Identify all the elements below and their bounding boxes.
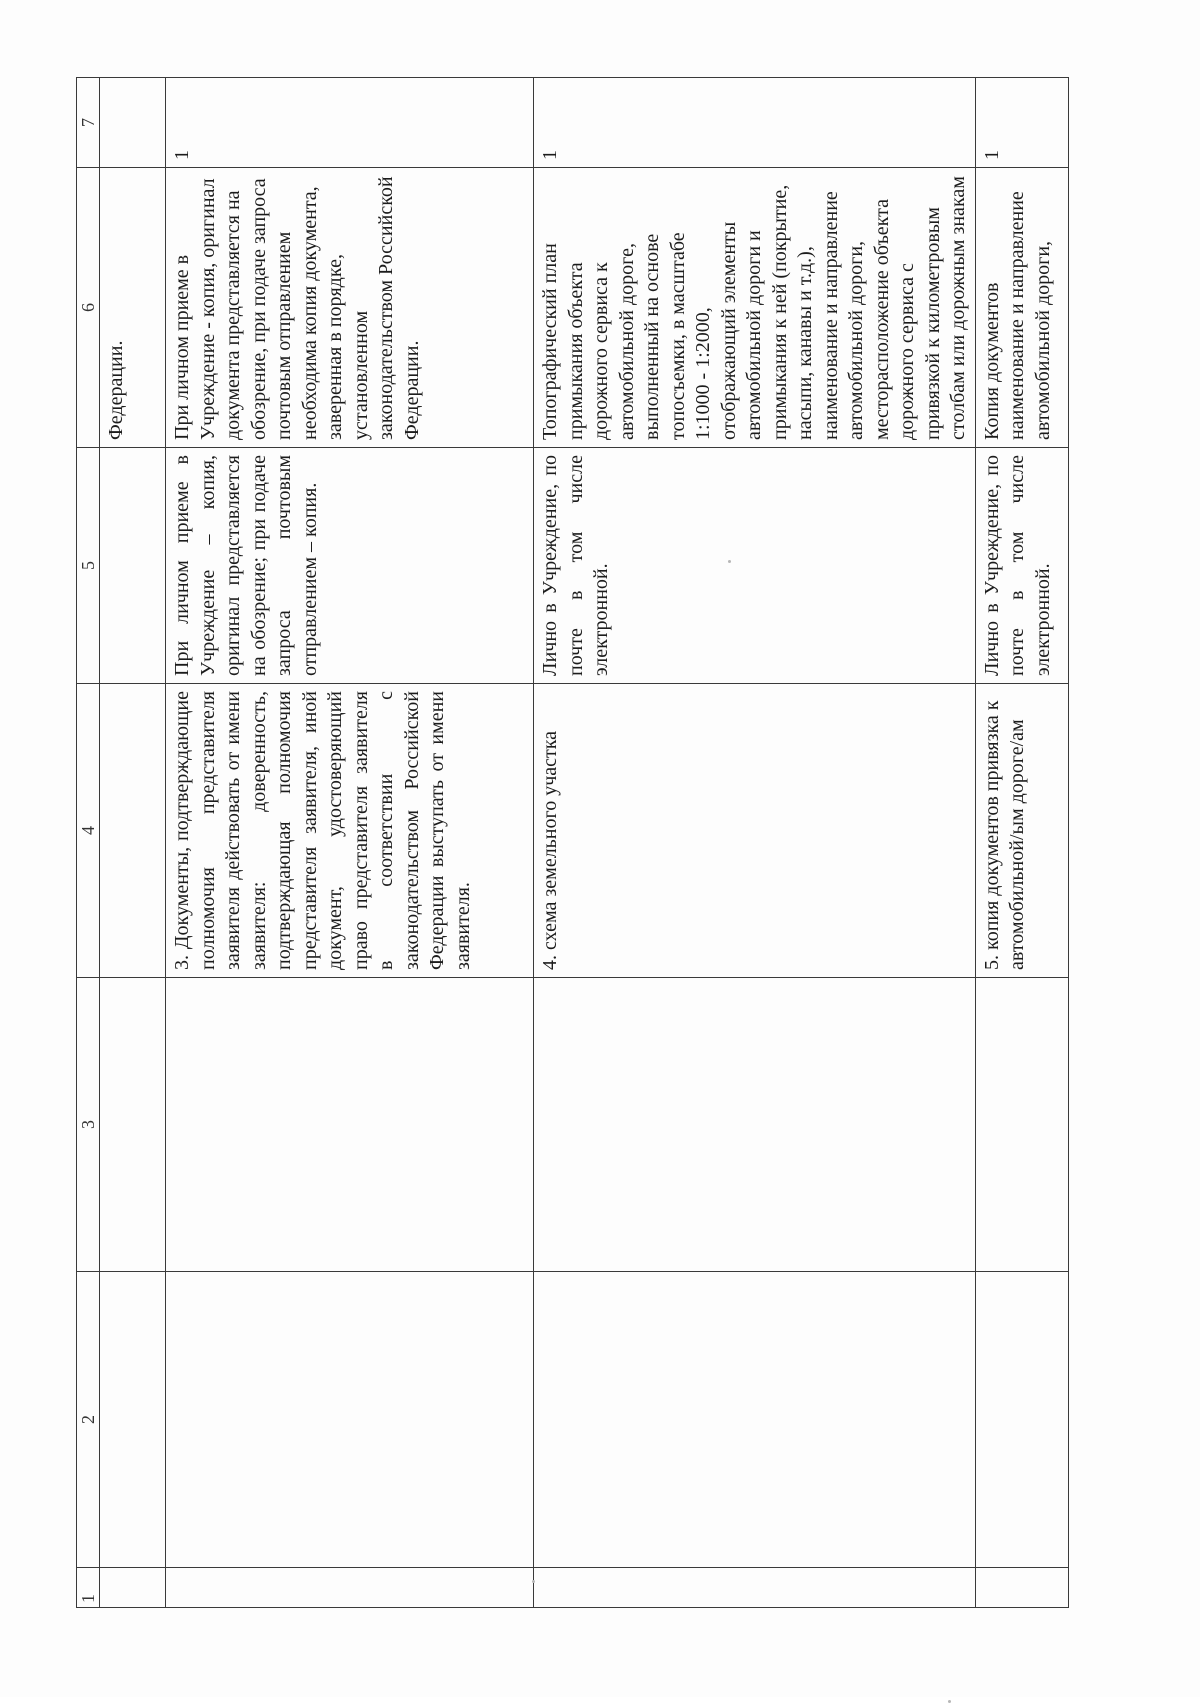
- cell-col-6: Федерации.: [100, 168, 166, 448]
- cell-col-6: При личном приеме в Учреждение - копия, оригинал документа представляется на обозрение, при подаче запроса почтовым отправлением необходима копия документа, заверенная в порядке, установленном законодательством Российской Федерации.: [166, 168, 534, 448]
- header-row: [77, 78, 100, 1608]
- cell-col-7: 1: [534, 78, 976, 168]
- cell-col-2: [975, 1272, 1068, 1568]
- cell-col-6: Копия документов наименование и направление автомобильной дороги,: [975, 168, 1068, 448]
- services-table: [76, 77, 1069, 1608]
- cell-col-1: [166, 1568, 534, 1608]
- cell-col-5: Лично в Учреждение, по почте в том числе электронной.: [975, 448, 1068, 684]
- table-row: [166, 78, 534, 1608]
- table-row: [100, 78, 166, 1608]
- cell-col-5: [100, 448, 166, 684]
- cell-col-2: [534, 1272, 976, 1568]
- table-row: [975, 78, 1068, 1608]
- header-col-7: 7: [77, 78, 100, 168]
- cell-col-4: 3. Документы, подтверждающие полномочия представителя заявителя действовать от имени заявителя: доверенность, подтверждающая полномочия представителя заявителя, иной документ, удостоверяющий право представителя заявителя в соответствии с законодательством Российской Федерации выступать от имени заявителя.: [166, 684, 534, 978]
- header-col-3: 3: [77, 978, 100, 1272]
- cell-col-3: [975, 978, 1068, 1272]
- cell-col-3: [166, 978, 534, 1272]
- rotated-document-table: [76, 78, 1076, 1608]
- cell-col-6: Топографический план примыкания объекта дорожного сервиса к автомобильной дороге, выполненный на основе топосъемки, в масштабе 1:1000 - 1:2000, отображающий элементы автомобильной дороги и примыкания к ней (покрытие, насыпи, канавы и т.д.), наименование и направление автомобильной дороги, месторасположение объекта дорожного сервиса с привязкой к километровым столбам или дорожным знакам: [534, 168, 976, 448]
- cell-col-3: [100, 978, 166, 1272]
- header-col-6: 6: [77, 168, 100, 448]
- header-col-1: 1: [77, 1568, 100, 1608]
- cell-col-2: [100, 1272, 166, 1568]
- cell-col-3: [534, 978, 976, 1272]
- cell-col-1: [534, 1568, 976, 1608]
- header-col-4: 4: [77, 684, 100, 978]
- cell-col-1: [100, 1568, 166, 1608]
- cell-col-2: [166, 1272, 534, 1568]
- cell-col-5: Лично в Учреждение, по почте в том числе электронной.: [534, 448, 976, 684]
- scan-speck: [728, 560, 731, 563]
- scan-speck: [532, 1580, 535, 1583]
- header-col-5: 5: [77, 448, 100, 684]
- cell-col-4: [100, 684, 166, 978]
- cell-col-5: При личном приеме в Учреждение – копия, оригинал представляется на обозрение; при подаче запроса почтовым отправлением – копия.: [166, 448, 534, 684]
- table-row: [534, 78, 976, 1608]
- cell-col-7: 1: [166, 78, 534, 168]
- cell-col-1: [975, 1568, 1068, 1608]
- cell-col-4: 5. копия документов привязка к автомобильной/ым дороге/ам: [975, 684, 1068, 978]
- cell-col-7: [100, 78, 166, 168]
- cell-col-7: 1: [975, 78, 1068, 168]
- cell-col-4: 4. схема земельного участка: [534, 684, 976, 978]
- header-col-2: 2: [77, 1272, 100, 1568]
